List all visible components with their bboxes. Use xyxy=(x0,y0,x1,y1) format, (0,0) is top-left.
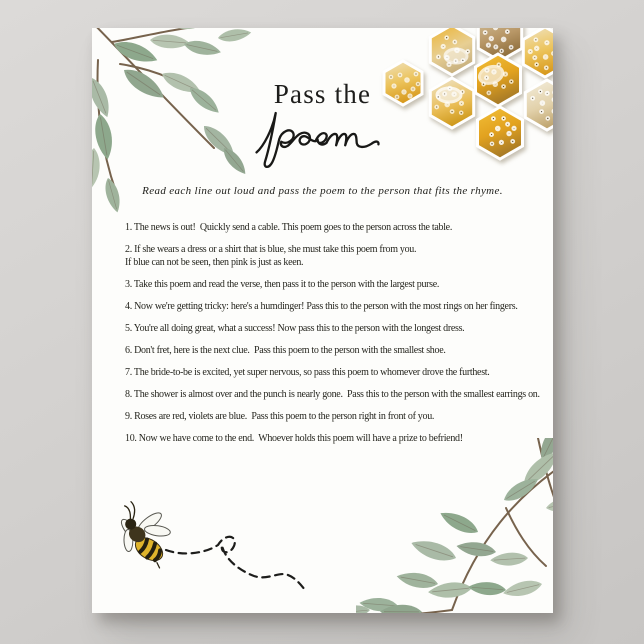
bee-body xyxy=(112,500,186,573)
poem-item: 2. If she wears a dress or a shirt that is blue, she must take this poem from you. If blue can not be seen, then pink is just as keen. xyxy=(125,244,417,268)
title-block xyxy=(92,78,553,172)
poem-item: 10. Now we have come to the end. Whoever holds this poem will have a prize to befriend! xyxy=(125,433,463,444)
bee-flight-path xyxy=(166,537,305,590)
poem-item: 5. You're all doing great, what a success! Now pass this to the person with the longest dress. xyxy=(125,323,465,334)
poem-item: 6. Don't fret, here is the next clue. Pass this poem to the person with the smallest shoe. xyxy=(125,345,446,356)
poem-item: 4. Now we're getting tricky: here's a humdinger! Pass this to the person with the most rings on her fingers. xyxy=(125,301,518,312)
poem-item: 3. Take this poem and read the verse, then pass it to the person with the largest purse. xyxy=(125,279,440,290)
poster xyxy=(92,28,553,613)
poster-subtitle: Read each line out loud and pass the poem to the person that fits the rhyme. xyxy=(142,185,503,197)
poem-item: 8. The shower is almost over and the punch is nearly gone. Pass this to the person with the smallest earrings on. xyxy=(125,389,540,400)
poem-item: 1. The news is out! Quickly send a cable. This poem goes to the person across the table. xyxy=(125,222,453,233)
poster-title-script-word xyxy=(245,104,391,172)
poster-title: Pass the xyxy=(273,79,372,109)
eucalyptus-branch-bottom-right-illustration xyxy=(356,438,553,613)
poem-list xyxy=(125,221,547,454)
poem-item: 7. The bride-to-be is excited, yet super nervous, so pass this poem to whomever drove the furthest. xyxy=(125,367,490,378)
poem-item: 9. Roses are red, violets are blue. Pass this poem to the person right in front of you. xyxy=(125,411,435,422)
bee-illustration xyxy=(112,500,324,612)
